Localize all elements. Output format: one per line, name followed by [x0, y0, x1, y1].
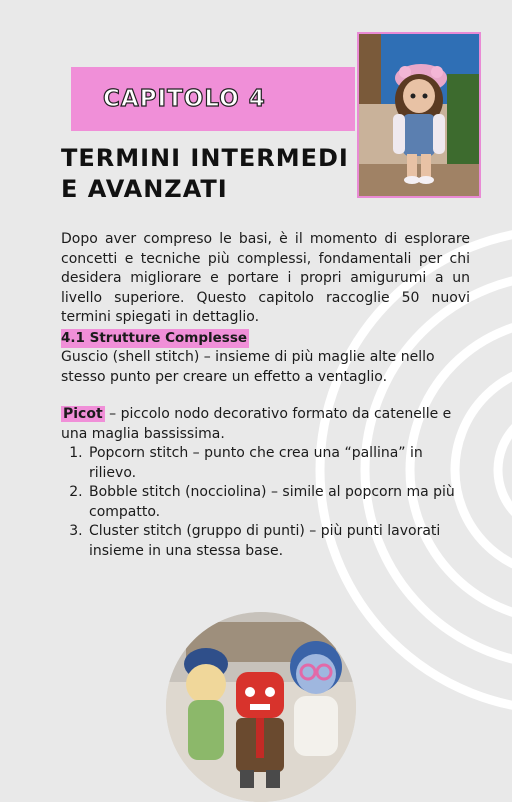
list-item: 2. Bobble stitch (nocciolina) – simile al popcorn ma più compatto. — [87, 483, 470, 522]
list-item: 3. Cluster stitch (gruppo di punti) – più punti lavorati insieme in una stessa base. — [87, 522, 470, 561]
stitch-list — [61, 444, 470, 561]
intro-paragraph: Dopo aver compreso le basi, è il momento di esplorare concetti e tecniche più complessi, fondamentali per chi desidera migliorare e portare i propri amigurumi a un livello superiore. Questo capitolo raccoglie 50 nuovi termini spiegati in dettaglio. — [61, 231, 470, 325]
body-text — [61, 230, 470, 561]
list-item: 1. Popcorn stitch – punto che crea una “pallina” in rilievo. — [87, 444, 470, 483]
chapter-label: CAPITOLO 4 — [103, 86, 266, 112]
section-heading: 4.1 Strutture Complesse — [61, 329, 249, 349]
amigurumi-photo — [166, 612, 356, 802]
picot-definition — [61, 405, 470, 444]
title-line-1: TERMINI INTERMEDI — [61, 144, 349, 172]
page-title — [61, 143, 361, 205]
picot-term: Picot — [63, 406, 103, 422]
guscio-definition: Guscio (shell stitch) – insieme di più maglie alte nello stesso punto per creare un effetto a ventaglio. — [61, 349, 435, 385]
doll-photo — [357, 32, 481, 198]
title-line-2: E AVANZATI — [61, 175, 228, 203]
picot-text: – piccolo nodo decorativo formato da catenelle e una maglia bassissima. — [61, 406, 452, 442]
